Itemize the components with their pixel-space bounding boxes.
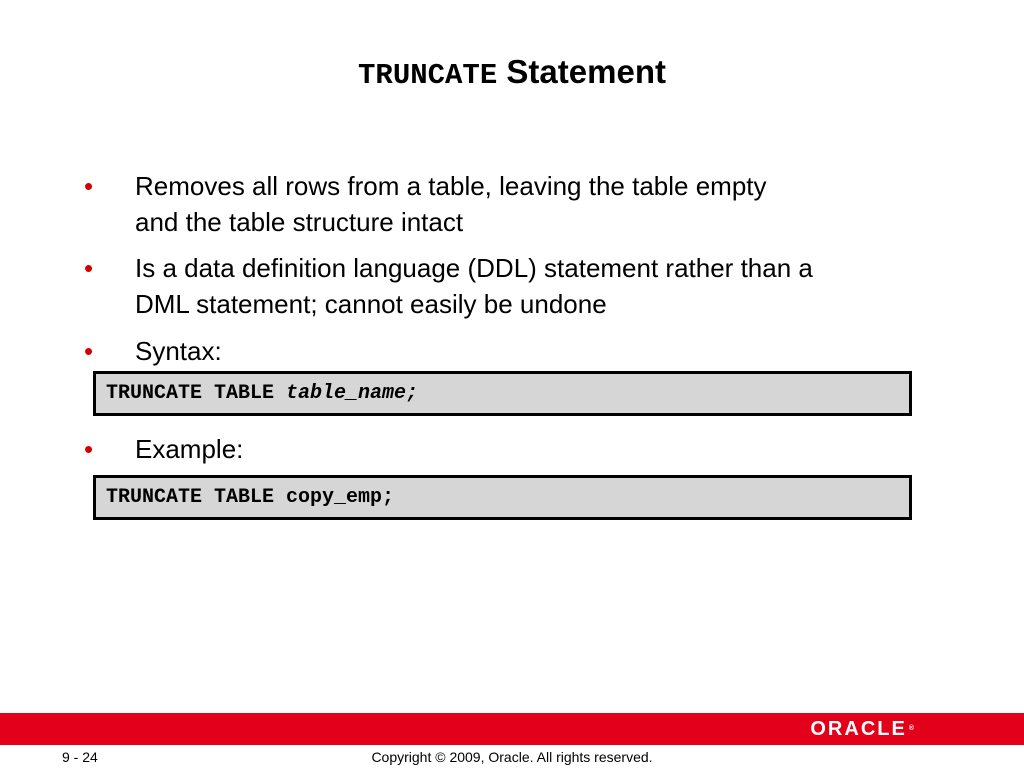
bullet-marker: •	[84, 171, 94, 201]
footer-bar	[0, 713, 1024, 745]
bullet-text	[135, 250, 975, 322]
slide-title	[0, 52, 1024, 96]
bullet-line: Syntax:	[135, 336, 222, 366]
title-keyword: TRUNCATE	[358, 59, 498, 92]
bullet-line: DML statement; cannot easily be undone	[135, 289, 607, 319]
bullet-line: and the table structure intact	[135, 207, 464, 237]
bullet-marker: •	[84, 434, 94, 464]
example-code: TRUNCATE TABLE copy_emp;	[106, 486, 395, 509]
bullet-marker: •	[84, 253, 94, 283]
bullet-text	[135, 168, 975, 240]
syntax-argument: table_name;	[286, 382, 419, 405]
title-text: Statement	[506, 53, 666, 90]
syntax-keyword: TRUNCATE TABLE	[106, 382, 287, 405]
oracle-logo-text: ORACLE	[810, 718, 907, 740]
copyright-notice: Copyright © 2009, Oracle. All rights reserved.	[371, 749, 653, 765]
oracle-logo	[810, 718, 914, 740]
bullet-line: Removes all rows from a table, leaving the table empty	[135, 171, 767, 201]
bullet-text	[135, 333, 975, 369]
trademark-symbol: ®	[908, 725, 914, 732]
bullet-marker: •	[84, 336, 94, 366]
syntax-code-box	[93, 371, 912, 416]
bullet-line: Example:	[135, 434, 244, 464]
page-number: 9 - 24	[62, 749, 98, 765]
bullet-line: Is a data definition language (DDL) statement rather than a	[135, 253, 813, 283]
bullet-text	[135, 431, 975, 467]
example-code-box	[93, 475, 912, 520]
